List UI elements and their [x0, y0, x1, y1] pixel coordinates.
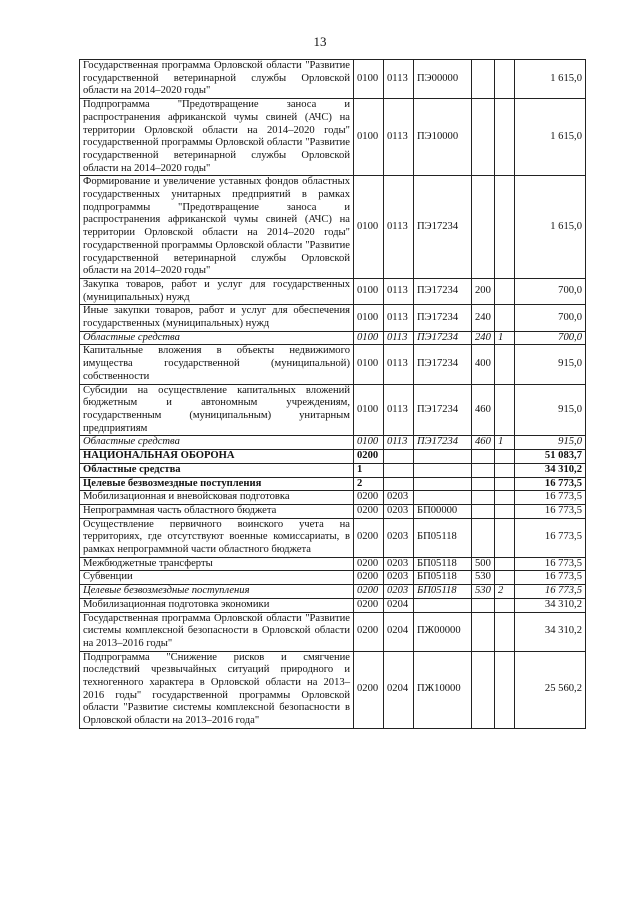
subsection-code-cell: 0204	[384, 612, 414, 651]
row-name-cell: Субсидии на осуществление капитальных вложений бюджетным и автономным учреждениям, государственным (муниципальным) унитарным предприятиям	[80, 384, 354, 436]
amount-cell: 1 615,0	[515, 176, 586, 279]
amount-cell: 16 773,5	[515, 504, 586, 518]
amount-cell: 51 083,7	[515, 450, 586, 464]
table-row	[80, 571, 586, 585]
subsection-code-cell: 0203	[384, 557, 414, 571]
table-row	[80, 60, 586, 99]
amount-cell: 16 773,5	[515, 585, 586, 599]
section-code-cell: 2	[354, 477, 384, 491]
amount-cell: 1 615,0	[515, 99, 586, 176]
row-name-cell: Областные средства	[80, 436, 354, 450]
row-name-cell: Иные закупки товаров, работ и услуг для обеспечения государственных (муниципальных) нужд	[80, 305, 354, 331]
expense-type-cell: 240	[472, 331, 495, 345]
target-article-cell: БП05118	[414, 585, 472, 599]
subsection-code-cell: 0113	[384, 278, 414, 304]
target-article-cell: ПЭ17234	[414, 345, 472, 384]
funding-source-cell: 2	[495, 585, 515, 599]
subsection-code-cell: 0113	[384, 305, 414, 331]
funding-source-cell	[495, 557, 515, 571]
subsection-code-cell: 0113	[384, 331, 414, 345]
target-article-cell: ПЭ17234	[414, 436, 472, 450]
section-code-cell: 0100	[354, 176, 384, 279]
table-row	[80, 176, 586, 279]
subsection-code-cell: 0113	[384, 345, 414, 384]
amount-cell: 34 310,2	[515, 463, 586, 477]
row-name-cell: Осуществление первичного воинского учета на территориях, где отсутствуют военные комиссариаты, в рамках непрограммной части областного бюджета	[80, 518, 354, 557]
expense-type-cell	[472, 176, 495, 279]
table-row	[80, 384, 586, 436]
section-code-cell: 0100	[354, 278, 384, 304]
amount-cell: 16 773,5	[515, 491, 586, 505]
section-code-cell: 1	[354, 463, 384, 477]
target-article-cell: ПЭ10000	[414, 99, 472, 176]
expense-type-cell	[472, 60, 495, 99]
table-row	[80, 305, 586, 331]
subsection-code-cell: 0204	[384, 651, 414, 728]
subsection-code-cell	[384, 450, 414, 464]
table-row	[80, 450, 586, 464]
amount-cell: 1 615,0	[515, 60, 586, 99]
subsection-code-cell: 0203	[384, 571, 414, 585]
row-name-cell: Межбюджетные трансферты	[80, 557, 354, 571]
funding-source-cell	[495, 598, 515, 612]
funding-source-cell	[495, 518, 515, 557]
amount-cell: 16 773,5	[515, 571, 586, 585]
subsection-code-cell: 0203	[384, 504, 414, 518]
table-row	[80, 463, 586, 477]
target-article-cell: БП05118	[414, 557, 472, 571]
expense-type-cell: 400	[472, 345, 495, 384]
row-name-cell: Целевые безвозмездные поступления	[80, 477, 354, 491]
subsection-code-cell: 0203	[384, 585, 414, 599]
table-row	[80, 598, 586, 612]
expense-type-cell: 460	[472, 384, 495, 436]
section-code-cell: 0200	[354, 651, 384, 728]
funding-source-cell	[495, 384, 515, 436]
table-row	[80, 278, 586, 304]
row-name-cell: Непрограммная часть областного бюджета	[80, 504, 354, 518]
funding-source-cell	[495, 60, 515, 99]
funding-source-cell	[495, 491, 515, 505]
amount-cell: 700,0	[515, 305, 586, 331]
funding-source-cell	[495, 176, 515, 279]
target-article-cell	[414, 463, 472, 477]
target-article-cell: БП00000	[414, 504, 472, 518]
target-article-cell: ПЖ10000	[414, 651, 472, 728]
subsection-code-cell: 0203	[384, 491, 414, 505]
target-article-cell: ПЭ00000	[414, 60, 472, 99]
funding-source-cell	[495, 278, 515, 304]
funding-source-cell	[495, 612, 515, 651]
funding-source-cell	[495, 504, 515, 518]
target-article-cell	[414, 598, 472, 612]
target-article-cell: БП05118	[414, 571, 472, 585]
row-name-cell: Государственная программа Орловской области "Развитие системы комплексной безопасности в Орловской области на 2013–2016 годы"	[80, 612, 354, 651]
amount-cell: 34 310,2	[515, 598, 586, 612]
funding-source-cell	[495, 477, 515, 491]
funding-source-cell	[495, 99, 515, 176]
section-code-cell: 0100	[354, 384, 384, 436]
section-code-cell: 0100	[354, 436, 384, 450]
row-name-cell: Мобилизационная подготовка экономики	[80, 598, 354, 612]
amount-cell: 25 560,2	[515, 651, 586, 728]
subsection-code-cell: 0113	[384, 60, 414, 99]
row-name-cell: НАЦИОНАЛЬНАЯ ОБОРОНА	[80, 450, 354, 464]
section-code-cell: 0200	[354, 450, 384, 464]
section-code-cell: 0200	[354, 585, 384, 599]
subsection-code-cell: 0113	[384, 436, 414, 450]
amount-cell: 700,0	[515, 278, 586, 304]
table-row	[80, 477, 586, 491]
row-name-cell: Капитальные вложения в объекты недвижимого имущества государственной (муниципальной) собственности	[80, 345, 354, 384]
amount-cell: 915,0	[515, 384, 586, 436]
expense-type-cell: 500	[472, 557, 495, 571]
funding-source-cell	[495, 450, 515, 464]
table-row	[80, 557, 586, 571]
section-code-cell: 0100	[354, 60, 384, 99]
row-name-cell: Субвенции	[80, 571, 354, 585]
subsection-code-cell: 0113	[384, 176, 414, 279]
table-row	[80, 436, 586, 450]
expense-type-cell: 460	[472, 436, 495, 450]
section-code-cell: 0200	[354, 571, 384, 585]
target-article-cell	[414, 477, 472, 491]
section-code-cell: 0200	[354, 504, 384, 518]
target-article-cell: БП05118	[414, 518, 472, 557]
section-code-cell: 0100	[354, 99, 384, 176]
row-name-cell: Подпрограмма "Снижение рисков и смягчение последствий чрезвычайных ситуаций природного и техногенного характера в Орловской области на 2013–2016 годы" государственной программы Орловской области "Развитие системы комплексной безопасности в Орловской области на 2013–2016 года"	[80, 651, 354, 728]
expense-type-cell: 530	[472, 571, 495, 585]
subsection-code-cell: 0204	[384, 598, 414, 612]
table-row	[80, 504, 586, 518]
funding-source-cell	[495, 345, 515, 384]
expense-type-cell: 240	[472, 305, 495, 331]
row-name-cell: Закупка товаров, работ и услуг для государственных (муниципальных) нужд	[80, 278, 354, 304]
target-article-cell: ПЭ17234	[414, 331, 472, 345]
section-code-cell: 0200	[354, 557, 384, 571]
expense-type-cell	[472, 99, 495, 176]
budget-table	[79, 59, 586, 729]
table-row	[80, 99, 586, 176]
row-name-cell: Областные средства	[80, 331, 354, 345]
target-article-cell: ПЭ17234	[414, 305, 472, 331]
target-article-cell: ПЭ17234	[414, 176, 472, 279]
expense-type-cell	[472, 463, 495, 477]
expense-type-cell	[472, 651, 495, 728]
funding-source-cell	[495, 305, 515, 331]
amount-cell: 915,0	[515, 436, 586, 450]
section-code-cell: 0100	[354, 331, 384, 345]
table-row	[80, 651, 586, 728]
table-row	[80, 345, 586, 384]
target-article-cell: ПЭ17234	[414, 278, 472, 304]
section-code-cell: 0200	[354, 491, 384, 505]
table-row	[80, 518, 586, 557]
row-name-cell: Целевые безвозмездные поступления	[80, 585, 354, 599]
section-code-cell: 0200	[354, 518, 384, 557]
section-code-cell: 0100	[354, 305, 384, 331]
funding-source-cell: 1	[495, 331, 515, 345]
table-row	[80, 612, 586, 651]
expense-type-cell	[472, 491, 495, 505]
expense-type-cell	[472, 518, 495, 557]
subsection-code-cell: 0203	[384, 518, 414, 557]
funding-source-cell	[495, 463, 515, 477]
subsection-code-cell	[384, 463, 414, 477]
table-row	[80, 331, 586, 345]
amount-cell: 16 773,5	[515, 557, 586, 571]
expense-type-cell: 530	[472, 585, 495, 599]
amount-cell: 915,0	[515, 345, 586, 384]
expense-type-cell: 200	[472, 278, 495, 304]
section-code-cell: 0200	[354, 612, 384, 651]
funding-source-cell	[495, 651, 515, 728]
target-article-cell: ПЖ00000	[414, 612, 472, 651]
amount-cell: 16 773,5	[515, 518, 586, 557]
funding-source-cell: 1	[495, 436, 515, 450]
subsection-code-cell	[384, 477, 414, 491]
table-body	[80, 60, 586, 729]
table-row	[80, 491, 586, 505]
subsection-code-cell: 0113	[384, 99, 414, 176]
target-article-cell	[414, 491, 472, 505]
row-name-cell: Государственная программа Орловской области "Развитие государственной ветеринарной службы Орловской области на 2014–2020 годы"	[80, 60, 354, 99]
expense-type-cell	[472, 504, 495, 518]
row-name-cell: Подпрограмма "Предотвращение заноса и распространения африканской чумы свиней (АЧС) на территории Орловской области на 2014–2020 годы" государственной программы Орловской области "Развитие государственной ветеринарной службы Орловской области на 2014–2020 годы"	[80, 99, 354, 176]
target-article-cell	[414, 450, 472, 464]
table-row	[80, 585, 586, 599]
funding-source-cell	[495, 571, 515, 585]
amount-cell: 16 773,5	[515, 477, 586, 491]
row-name-cell: Областные средства	[80, 463, 354, 477]
expense-type-cell	[472, 598, 495, 612]
subsection-code-cell: 0113	[384, 384, 414, 436]
section-code-cell: 0100	[354, 345, 384, 384]
amount-cell: 700,0	[515, 331, 586, 345]
expense-type-cell	[472, 450, 495, 464]
target-article-cell: ПЭ17234	[414, 384, 472, 436]
page-number: 13	[313, 34, 327, 49]
expense-type-cell	[472, 612, 495, 651]
expense-type-cell	[472, 477, 495, 491]
section-code-cell: 0200	[354, 598, 384, 612]
row-name-cell: Формирование и увеличение уставных фондов областных государственных унитарных предприятий в рамках подпрограммы "Предотвращение заноса и распространения африканской чумы свиней (АЧС) на территории Орловской области на 2014–2020 годы" государственной программы Орловской области "Развитие государственной ветеринарной службы Орловской области на 2014–2020 годы"	[80, 176, 354, 279]
row-name-cell: Мобилизационная и вневойсковая подготовка	[80, 491, 354, 505]
amount-cell: 34 310,2	[515, 612, 586, 651]
